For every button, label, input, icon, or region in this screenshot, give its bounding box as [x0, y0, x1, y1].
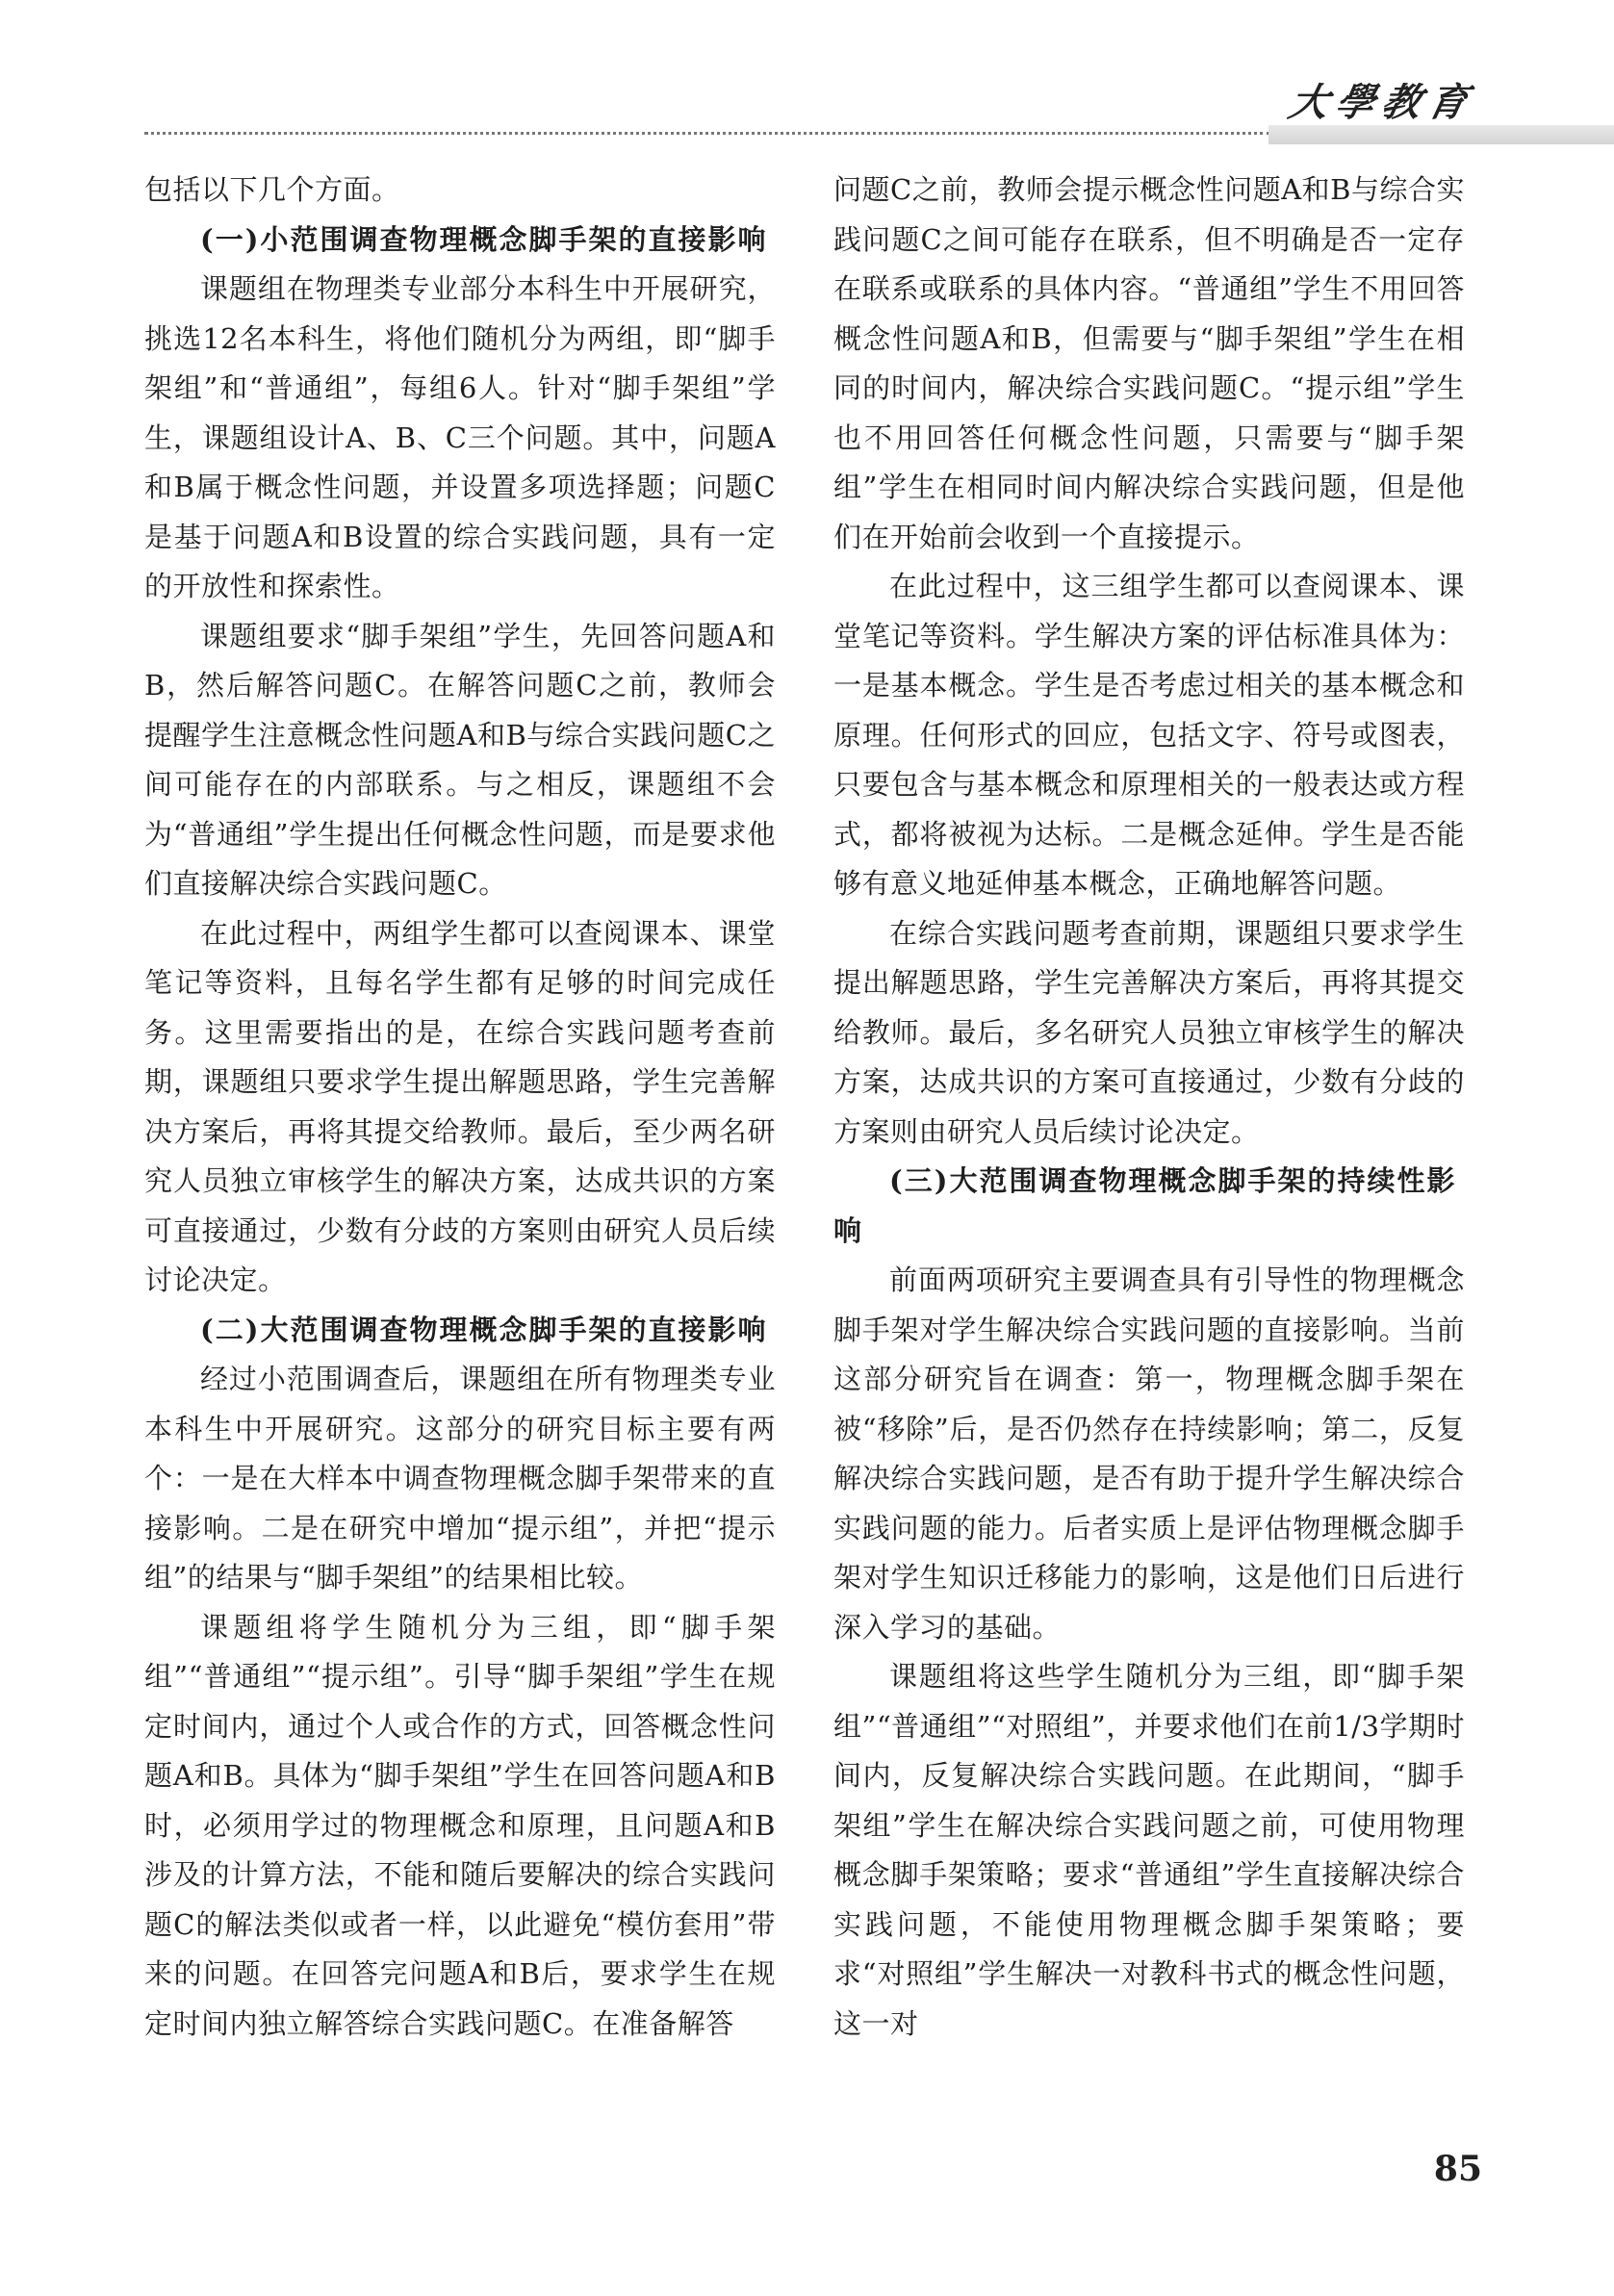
header-band	[1268, 125, 1614, 144]
paragraph: 前面两项研究主要调查具有引导性的物理概念脚手架对学生解决综合实践问题的直接影响。当前这部分研究旨在调查：第一，物理概念脚手架在被“移除”后，是否仍然存在持续影响；第二，反复解决综合实践问题，是否有助于提升学生解决综合实践问题的能力。后者实质上是评估物理概念脚手架对学生知识迁移能力的影响，这是他们日后进行深入学习的基础。	[833, 1263, 1465, 1644]
section-heading: (一)小范围调查物理概念脚手架的直接影响	[200, 222, 768, 256]
paragraph: 问题C之前，教师会提示概念性问题A和B与综合实践问题C之间可能存在联系，但不明确是否一定存在联系或联系的具体内容。“普通组”学生不用回答概念性问题A和B，但需要与“脚手架组”学生在相同的时间内，解决综合实践问题C。“提示组”学生也不用回答任何概念性问题，只需要与“脚手架组”学生在相同时间内解决综合实践问题，但是他们在开始前会收到一个直接提示。	[833, 173, 1465, 553]
paragraph: 课题组要求“脚手架组”学生，先回答问题A和B，然后解答问题C。在解答问题C之前，教师会提醒学生注意概念性问题A和B与综合实践问题C之间可能存在的内部联系。与之相反，课题组不会为“普通组”学生提出任何概念性问题，而是要求他们直接解决综合实践问题C。	[144, 619, 776, 900]
paragraph: 课题组将这些学生随机分为三组，即“脚手架组”“普通组”“对照组”，并要求他们在前1/3学期时间内，反复解决综合实践问题。在此期间，“脚手架组”学生在解决综合实践问题之前，可使用物理概念脚手架策略；要求“普通组”学生直接解决综合实践问题，不能使用物理概念脚手架策略；要求“对照组”学生解决一对教科书式的概念性问题，这一对	[833, 1660, 1465, 2040]
paragraph: 在此过程中，两组学生都可以查阅课本、课堂笔记等资料，且每名学生都有足够的时间完成任务。这里需要指出的是，在综合实践问题考查前期，课题组只要求学生提出解题思路，学生完善解决方案后，再将其提交给教师。最后，至少两名研究人员独立审核学生的解决方案，达成共识的方案可直接通过，少数有分歧的方案则由研究人员后续讨论决定。	[144, 916, 776, 1296]
paragraph: 课题组将学生随机分为三组，即“脚手架组”“普通组”“提示组”。引导“脚手架组”学生在规定时间内，通过个人或合作的方式，回答概念性问题A和B。具体为“脚手架组”学生在回答问题A和B时，必须用学过的物理概念和原理，且问题A和B涉及的计算方法，不能和随后要解决的综合实践问题C的解法类似或者一样，以此避免“模仿套用”带来的问题。在回答完问题A和B后，要求学生在规定时间内独立解答综合实践问题C。在准备解答	[144, 1610, 776, 2040]
paragraph: 在综合实践问题考查前期，课题组只要求学生提出解题思路，学生完善解决方案后，再将其提交给教师。最后，多名研究人员独立审核学生的解决方案，达成共识的方案可直接通过，少数有分歧的方案则由研究人员后续讨论决定。	[833, 916, 1465, 1148]
left-column	[144, 166, 776, 2100]
page-number: 85	[1433, 2149, 1482, 2189]
section-heading: (二)大范围调查物理概念脚手架的直接影响	[200, 1313, 768, 1346]
right-column	[833, 166, 1465, 2100]
paragraph: 在此过程中，这三组学生都可以查阅课本、课堂笔记等资料。学生解决方案的评估标准具体为：一是基本概念。学生是否考虑过相关的基本概念和原理。任何形式的回应，包括文字、符号或图表，只要包含与基本概念和原理相关的一般表达或方程式，都将被视为达标。二是概念延伸。学生是否能够有意义地延伸基本概念，正确地解答问题。	[833, 570, 1465, 900]
header-dotted-rule	[144, 132, 1270, 135]
paragraph: 经过小范围调查后，课题组在所有物理类专业本科生中开展研究。这部分的研究目标主要有两个：一是在大样本中调查物理概念脚手架带来的直接影响。二是在研究中增加“提示组”，并把“提示组”的结果与“脚手架组”的结果相比较。	[144, 1363, 776, 1594]
paragraph: 包括以下几个方面。	[144, 173, 400, 206]
journal-logo: 大學教育	[1285, 80, 1480, 125]
section-heading: (三)大范围调查物理概念脚手架的持续性影响	[833, 1164, 1457, 1247]
paragraph: 课题组在物理类专业部分本科生中开展研究，挑选12名本科生，将他们随机分为两组，即“脚手架组”和“普通组”，每组6人。针对“脚手架组”学生，课题组设计A、B、C三个问题。其中，问题A和B属于概念性问题，并设置多项选择题；问题C是基于问题A和B设置的综合实践问题，具有一定的开放性和探索性。	[144, 272, 776, 602]
